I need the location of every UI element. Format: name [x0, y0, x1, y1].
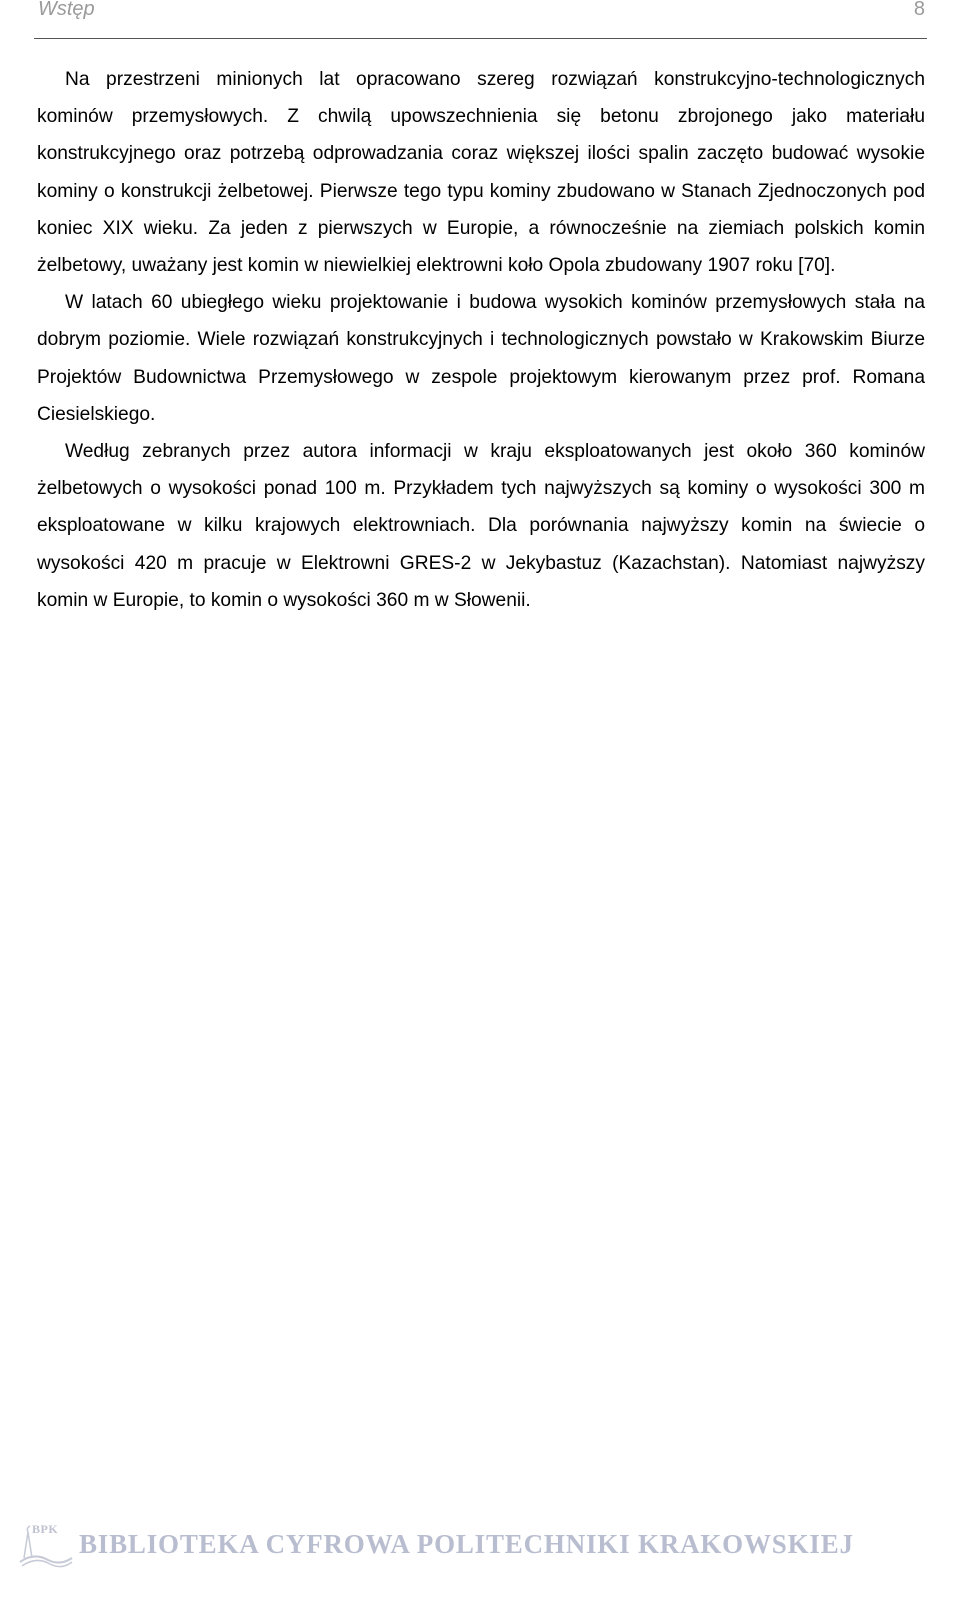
- header-title: Wstęp: [38, 0, 95, 20]
- paragraph: Na przestrzeni minionych lat opracowano szereg rozwiązań konstrukcyjno-technologicznych kominów przemysłowych. Z chwilą upowszechnienia się betonu zbrojonego jako materiału konstrukcyjnego oraz potrzebą odprowadzania coraz większej ilości spalin zaczęto budować wysokie kominy o konstrukcji żelbetowej. Pierwsze tego typu kominy zbudowano w Stanach Zjednoczonych pod koniec XIX wieku. Za jeden z pierwszych w Europie, a równocześnie na ziemiach polskich komin żelbetowy, uważany jest komin w niewielkiej elektrowni koło Opola zbudowany 1907 roku [70].: [37, 69, 925, 277]
- page-body: [37, 61, 925, 619]
- library-name: BIBLIOTEKA CYFROWA POLITECHNIKI KRAKOWSKIEJ: [79, 1529, 854, 1559]
- page-number: 8: [913, 0, 925, 20]
- page-header: [34, 0, 927, 39]
- paragraph: Według zebranych przez autora informacji w kraju eksploatowanych jest około 360 kominów żelbetowych o wysokości ponad 100 m. Przykładem tych najwyższych są kominy o wysokości 300 m eksploatowane w kilku krajowych elektrowniach. Dla porównania najwyższy komin na świecie o wysokości 420 m pracuje w Elektrowni GRES-2 w Jekybastuz (Kazachstan). Natomiast najwyższy komin w Europie, to komin o wysokości 360 m w Słowenii.: [37, 441, 925, 611]
- paragraph: W latach 60 ubiegłego wieku projektowanie i budowa wysokich kominów przemysłowych stała na dobrym poziomie. Wiele rozwiązań konstrukcyjnych i technologicznych powstało w Krakowskim Biurze Projektów Budownictwa Przemysłowego w zespole projektowym kierowanym przez prof. Romana Ciesielskiego.: [37, 292, 925, 425]
- library-logo-icon: [14, 1522, 76, 1568]
- page-footer: [14, 1520, 944, 1570]
- logo-text: BPK: [32, 1522, 59, 1536]
